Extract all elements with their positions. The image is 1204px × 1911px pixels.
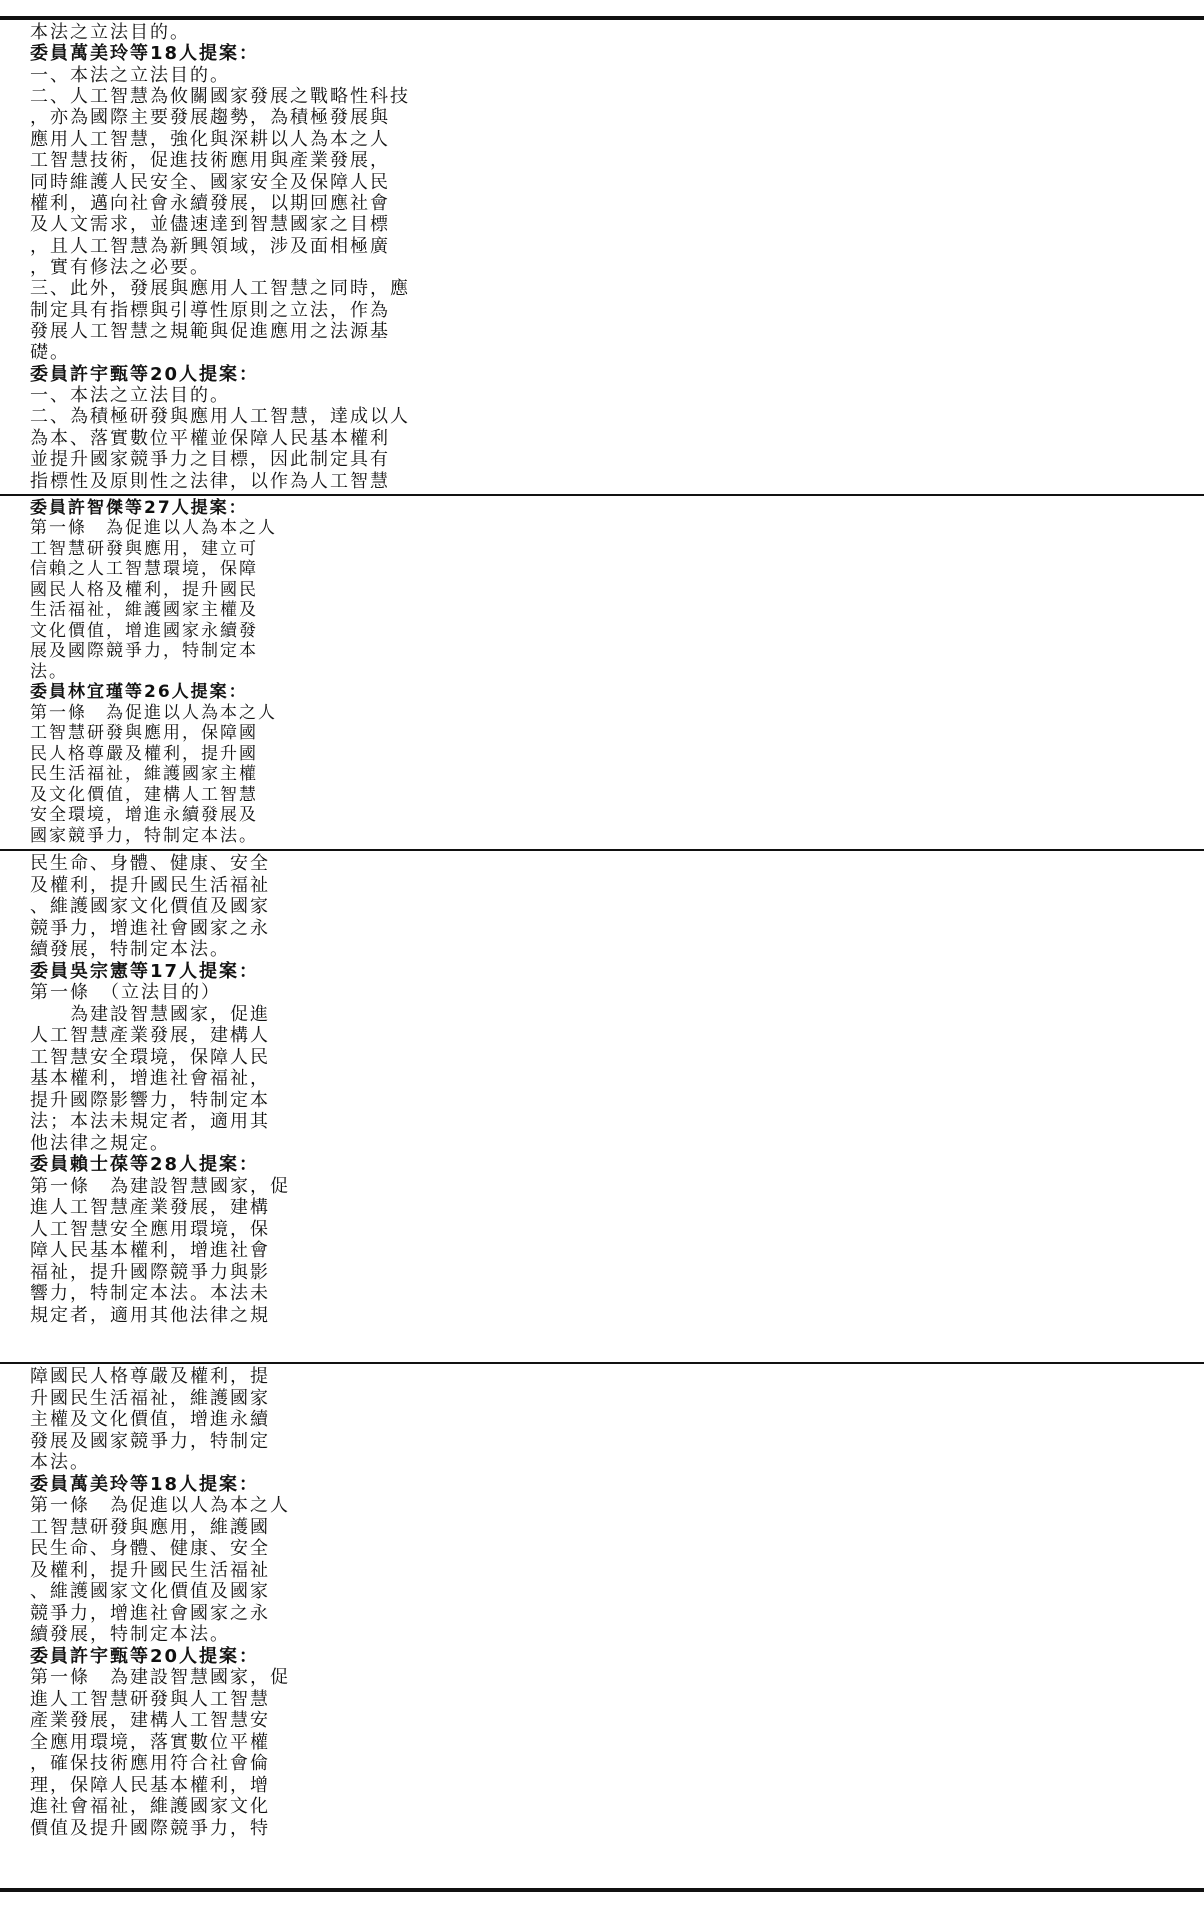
text-line: 第一條 為促進以人為本之人 [30, 518, 277, 539]
text-line: 生活福祉，維護國家主權及 [30, 600, 258, 621]
text-line: 為建設智慧國家，促進 [30, 1003, 270, 1025]
text-line: 民生命、身體、健康、安全 [30, 1538, 270, 1559]
text-line: 國家競爭力，特制定本法。 [30, 825, 258, 846]
text-line: ，亦為國際主要發展趨勢，為積極發展與 [30, 107, 390, 129]
text-line: 競爭力，增進社會國家之永 [30, 1602, 270, 1624]
text-line: 本法。 [30, 1452, 90, 1473]
text-line: 基本權利，增進社會福祉， [30, 1068, 270, 1089]
text-line: 及權利，提升國民生活福祉 [30, 874, 270, 896]
text-line: 文化價值，增進國家永續發 [30, 620, 258, 641]
text-line: 人工智慧產業發展，建構人 [30, 1025, 270, 1046]
text-line: 工智慧研發與應用，建立可 [30, 538, 258, 559]
proposal-heading: 委員許智傑等27人提案： [30, 498, 248, 518]
text-line: ，確保技術應用符合社會倫 [30, 1753, 270, 1774]
text-line: 權利，邁向社會永續發展，以期回應社會 [30, 192, 390, 214]
text-line: 本法之立法目的。 [30, 22, 190, 43]
text-line: 一、本法之立法目的。 [30, 64, 230, 86]
text-line: 、維護國家文化價值及國家 [30, 1581, 270, 1602]
text-line: 價值及提升國際競爭力，特 [30, 1817, 270, 1839]
section-1 [0, 22, 1204, 492]
text-line: 法。 [30, 661, 68, 682]
text-line: 民生命、身體、健康、安全 [30, 853, 270, 874]
text-line: 工智慧技術，促進技術應用與產業發展， [30, 150, 390, 172]
text-line: 第一條 為建設智慧國家，促 [30, 1175, 290, 1197]
text-line: 工智慧研發與應用，保障國 [30, 723, 258, 744]
top-rule [0, 16, 1204, 20]
text-line: 第一條 為促進以人為本之人 [30, 702, 277, 723]
text-line: 一、本法之立法目的。 [30, 385, 230, 407]
section-divider [0, 849, 1204, 851]
text-line: 續發展，特制定本法。 [30, 939, 230, 960]
proposal-heading: 委員萬美玲等18人提案： [30, 43, 260, 65]
text-line: 民人格尊嚴及權利，提升國 [30, 743, 258, 764]
text-line: 、維護國家文化價值及國家 [30, 896, 270, 917]
bottom-rule [0, 1888, 1204, 1892]
text-line: 指標性及原則性之法律，以作為人工智慧 [30, 470, 390, 492]
section-4 [0, 1366, 1204, 1884]
text-line: 進社會福祉，維護國家文化 [30, 1796, 270, 1817]
text-line: 二、為積極研發與應用人工智慧，達成以人 [30, 406, 410, 428]
proposal-heading: 委員賴士葆等28人提案： [30, 1154, 260, 1175]
text-line: 進人工智慧研發與人工智慧 [30, 1688, 270, 1710]
text-line: 響力，特制定本法。本法未 [30, 1283, 270, 1304]
text-line: 競爭力，增進社會國家之永 [30, 917, 270, 939]
text-line: 發展及國家競爭力，特制定 [30, 1430, 270, 1452]
proposal-heading: 委員吳宗憲等17人提案： [30, 960, 260, 982]
text-line: 障人民基本權利，增進社會 [30, 1240, 270, 1261]
text-line: 第一條 為促進以人為本之人 [30, 1495, 290, 1516]
text-line: 人工智慧安全應用環境，保 [30, 1218, 270, 1240]
section-3 [0, 853, 1204, 1359]
text-line: 他法律之規定。 [30, 1132, 170, 1154]
text-line: 民生活福祉，維護國家主權 [30, 764, 258, 785]
text-line: 第一條 為建設智慧國家，促 [30, 1667, 290, 1688]
section-divider [0, 494, 1204, 496]
proposal-heading: 委員林宜瑾等26人提案： [30, 682, 248, 703]
text-line: 工智慧安全環境，保障人民 [30, 1046, 270, 1068]
text-line: 理，保障人民基本權利，增 [30, 1774, 270, 1796]
proposal-heading: 委員萬美玲等18人提案： [30, 1473, 260, 1495]
proposal-heading: 委員許宇甄等20人提案： [30, 1645, 260, 1667]
text-line: 及權利，提升國民生活福祉 [30, 1559, 270, 1581]
text-line: 主權及文化價值，增進永續 [30, 1409, 270, 1430]
text-line: 發展人工智慧之規範與促進應用之法源基 [30, 321, 390, 343]
section-divider [0, 1362, 1204, 1364]
text-line: ，且人工智慧為新興領域，涉及面相極廣 [30, 235, 390, 257]
text-line: 制定具有指標與引導性原則之立法，作為 [30, 299, 390, 321]
text-line: 應用人工智慧，強化與深耕以人為本之人 [30, 128, 390, 150]
text-line: 工智慧研發與應用，維護國 [30, 1516, 270, 1538]
text-line: 礎。 [30, 342, 70, 364]
text-line: 同時維護人民安全、國家安全及保障人民 [30, 171, 390, 193]
text-line: 信賴之人工智慧環境，保障 [30, 559, 258, 580]
text-line: 三、此外，發展與應用人工智慧之同時，應 [30, 278, 410, 300]
text-line: 並提升國家競爭力之目標，因此制定具有 [30, 449, 390, 471]
text-line: 及人文需求，並儘速達到智慧國家之目標 [30, 214, 390, 236]
proposal-heading: 委員許宇甄等20人提案： [30, 363, 260, 385]
text-line: 為本、落實數位平權並保障人民基本權利 [30, 427, 390, 449]
text-line: 國民人格及權利，提升國民 [30, 579, 258, 600]
text-line: 及文化價值，建構人工智慧 [30, 784, 258, 805]
text-line: 進人工智慧產業發展，建構 [30, 1197, 270, 1218]
text-line: 提升國際影響力，特制定本 [30, 1089, 270, 1111]
section-2 [0, 498, 1204, 846]
text-line: 障國民人格尊嚴及權利，提 [30, 1366, 270, 1387]
text-line: 展及國際競爭力，特制定本 [30, 641, 258, 662]
text-line: 續發展，特制定本法。 [30, 1624, 230, 1645]
text-line: 產業發展，建構人工智慧安 [30, 1710, 270, 1731]
text-line: 二、人工智慧為攸關國家發展之戰略性科技 [30, 86, 410, 108]
text-line: 規定者，適用其他法律之規 [30, 1304, 270, 1326]
text-line: 法；本法未規定者，適用其 [30, 1111, 270, 1132]
text-line: 福祉，提升國際競爭力與影 [30, 1261, 270, 1283]
text-line: 安全環境，增進永續發展及 [30, 805, 258, 826]
text-line: ，實有修法之必要。 [30, 256, 210, 278]
text-line: 全應用環境，落實數位平權 [30, 1731, 270, 1753]
text-line: 第一條 （立法目的） [30, 982, 221, 1003]
text-line: 升國民生活福祉，維護國家 [30, 1387, 270, 1409]
